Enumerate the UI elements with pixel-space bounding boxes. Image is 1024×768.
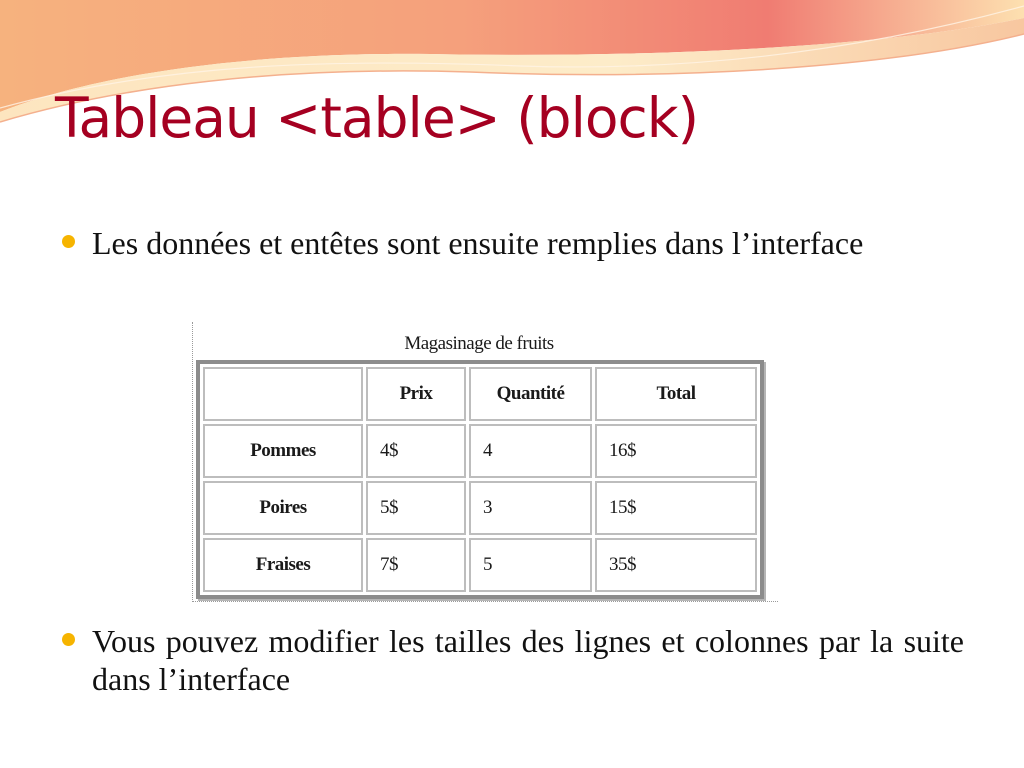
bullet-text: Vous pouvez modifier les tailles des lignes et colonnes par la suite dans l’interface [92, 623, 964, 697]
row-header-cell: Poires [203, 481, 363, 535]
table-cell: 5 [469, 538, 592, 592]
table-cell: 15$ [595, 481, 757, 535]
bullet-item [62, 622, 964, 698]
bullet-dot-icon [62, 633, 75, 646]
table-header-cell: Quantité [469, 367, 592, 421]
table-cell: 35$ [595, 538, 757, 592]
table-header-row [203, 367, 757, 421]
table-cell: 4$ [366, 424, 466, 478]
slide-title: Tableau <table> (block) [55, 86, 699, 150]
bullet-item [62, 224, 964, 262]
table-header-cell: Prix [366, 367, 466, 421]
bullet-text: Les données et entêtes sont ensuite remplies dans l’interface [92, 225, 864, 261]
table-header-cell [203, 367, 363, 421]
table-cell: 3 [469, 481, 592, 535]
table-row [203, 538, 757, 592]
table-header-cell: Total [595, 367, 757, 421]
table-cell: 16$ [595, 424, 757, 478]
row-header-cell: Fraises [203, 538, 363, 592]
table-cell: 7$ [366, 538, 466, 592]
table-cell: 4 [469, 424, 592, 478]
table-cell: 5$ [366, 481, 466, 535]
table-row [203, 481, 757, 535]
bullet-dot-icon [62, 235, 75, 248]
fruit-table [196, 360, 764, 599]
table-caption: Magasinage de fruits [404, 333, 554, 354]
table-row [203, 424, 757, 478]
row-header-cell: Pommes [203, 424, 363, 478]
